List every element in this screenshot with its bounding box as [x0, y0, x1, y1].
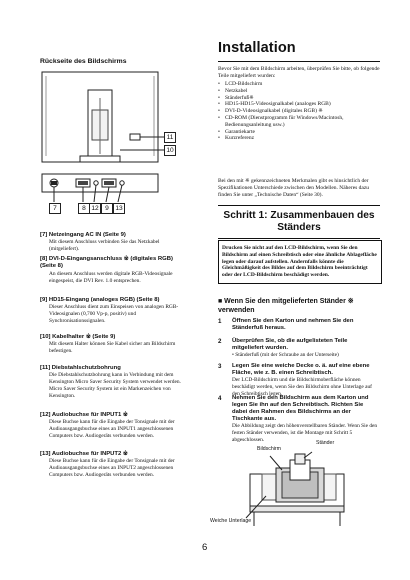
page-title: Installation — [218, 40, 296, 56]
step-number: 3 — [218, 363, 222, 370]
item-title: [9] HD15-Eingang (analoges RGB) (Seite 8) — [40, 297, 160, 303]
spec-note: Bei den mit ※ gekennzeichneten Merkmalen gibt es hinsichtlich der Spezifikationen Unterschiede zwischen den Modellen. Näheres dazu finden Sie unter „Technische Daten“ (Seite 30). — [218, 178, 370, 198]
step-2 — [218, 338, 380, 359]
step-title: Nehmen Sie den Bildschirm aus dem Karton und legen Sie ihn auf den Schreibtisch. Richten Sie dabei den Rahmen des Bildschirms an der Tischkante aus. — [232, 395, 369, 423]
step-number: 2 — [218, 338, 222, 345]
step-number: 4 — [218, 395, 222, 402]
item-dvi-d — [40, 256, 190, 285]
list-item: • Kurzreferenz — [218, 135, 380, 142]
contents-list — [218, 81, 380, 142]
item-title: [7] Netzeingang AC IN (Seite 9) — [40, 232, 126, 238]
callout-11: 11 — [164, 132, 176, 143]
list-item: • Netzkabel — [218, 88, 380, 95]
figure-label-stand: Ständer — [316, 440, 335, 446]
step-number: 1 — [218, 318, 222, 325]
step-heading: Schritt 1: Zusammenbauen des Ständers — [218, 205, 380, 239]
list-item: • CD-ROM (Dienstprogramm für Windows/Macintosh, Bedienungsanleitung usw.) — [218, 115, 380, 129]
step-title: Überprüfen Sie, ob die aufgelisteten Teile mitgeliefert wurden. — [232, 338, 348, 352]
item-hd15 — [40, 297, 190, 325]
callout-8: 8 — [78, 203, 90, 214]
item-ac-in — [40, 232, 190, 253]
list-item: • DVI-D-Videosignalkabel (digitales RGB) ※ — [218, 108, 380, 115]
step-title: Legen Sie eine weiche Decke o. ä. auf eine ebene Fläche, wie z. B. einen Schreibtisch. — [232, 363, 370, 377]
callout-9: 9 — [101, 203, 113, 214]
page-number: 6 — [202, 542, 208, 553]
item-title: [11] Diebstahlschutzbohrung — [40, 365, 121, 371]
callout-12: 12 — [89, 203, 101, 214]
subsection-heading: ■ Wenn Sie den mitgelieferten Ständer ※ verwenden — [218, 298, 354, 314]
step-desc: Der LCD-Bildschirm und die Bildschirmoberfläche können beschädigt werden, wenn Sie den Bildschirm ohne Unterlage auf den Schreibtisch legen. — [232, 377, 372, 397]
item-desc: Diese Buchse kann für die Eingabe der Tonsignale mit der Audioausgangsbuchse eines an INPUT1 angeschlossenen Computers bzw. Audiogeräts verbunden werden. — [49, 419, 175, 440]
item-desc: Mit diesem Anschluss verbinden Sie das Netzkabel (mitgeliefert). — [49, 239, 160, 253]
item-title: [8] DVI-D-Eingangsanschluss ※ (digitales RGB) (Seite 8) — [40, 256, 173, 270]
item-desc: Die Diebstahlschutzbohrung kann in Verbindung mit dem Kensington Micro Saver Security System verwendet werden. Micro Saver Security System ist ein Markenzeichen von Kensington. — [49, 372, 181, 400]
list-item: • HD15-HD15-Videosignalkabel (analoges RGB) — [218, 101, 380, 108]
item-security-slot — [40, 365, 190, 400]
callout-13: 13 — [113, 203, 125, 214]
step-desc: Die Abbildung zeigt den höhenverstellbaren Ständer. Wenn Sie den festen Ständer verwenden, ist die Montage mit Schritt 5 abgeschlossen. — [232, 423, 378, 443]
list-item: • LCD-Bildschirm — [218, 81, 380, 88]
section-heading: Rückseite des Bildschirms — [40, 58, 127, 65]
assembly-figure — [232, 448, 357, 528]
callout-10: 10 — [164, 145, 176, 156]
step-4 — [218, 395, 380, 444]
item-desc: Diese Buchse kann für die Eingabe der Tonsignale mit der Audioausgangsbuchse eines an INPUT2 angeschlossenen Computers bzw. Audiogeräts verbunden werden. — [49, 458, 175, 479]
step-title: Öffnen Sie den Karton und nehmen Sie den Ständerfuß heraus. — [232, 318, 354, 332]
item-title: [13] Audiobuchse für INPUT2 ※ — [40, 451, 128, 457]
step-desc: • Ständerfuß (mit der Schraube an der Unterseite) — [232, 352, 339, 359]
list-item: • Garantiekarte — [218, 129, 380, 136]
step-3 — [218, 363, 380, 398]
list-item: • Ständerfuß※ — [218, 95, 380, 102]
step-1 — [218, 318, 380, 332]
figure-label-blanket: Weiche Unterlage — [210, 518, 252, 524]
figure-label-monitor: Bildschirm — [257, 446, 281, 452]
item-title: [12] Audiobuchse für INPUT1 ※ — [40, 412, 128, 418]
item-desc: An diesem Anschluss werden digitale RGB-Videosignale eingespeist, die DVI Rev. 1.0 entsprechen. — [49, 270, 173, 284]
item-desc: Dieser Anschluss dient zum Einspeisen von analogen RGB-Videosignalen (0,700 Vp-p, positiv) und Synchronisationssignalen. — [49, 304, 179, 325]
title-divider — [218, 61, 380, 62]
intro-text: Bevor Sie mit dem Bildschirm arbeiten, überprüfen Sie bitte, ob folgende Teile mitgeliefert wurden: — [218, 66, 380, 79]
callout-7: 7 — [49, 203, 61, 214]
item-desc: Mit diesem Halter können Sie Kabel sicher am Bildschirm befestigen. — [49, 341, 176, 355]
item-cable-holder — [40, 334, 190, 355]
item-audio-input2 — [40, 451, 190, 479]
item-audio-input1 — [40, 412, 190, 440]
warning-box: Drucken Sie nicht auf den LCD-Bildschirm, wenn Sie den Bildschirm auf einen Schreibtisch oder eine ähnliche Ablagefläche legen oder darauf aufstellen. Andernfalls könnte die Gleichmäßigkeit des Bildes auf dem Bildschirm beeinträchtigt oder der LCD-Bildschirm beschädigt werden. — [218, 240, 382, 284]
item-title: [10] Kabelhalter ※ (Seite 9) — [40, 334, 116, 340]
